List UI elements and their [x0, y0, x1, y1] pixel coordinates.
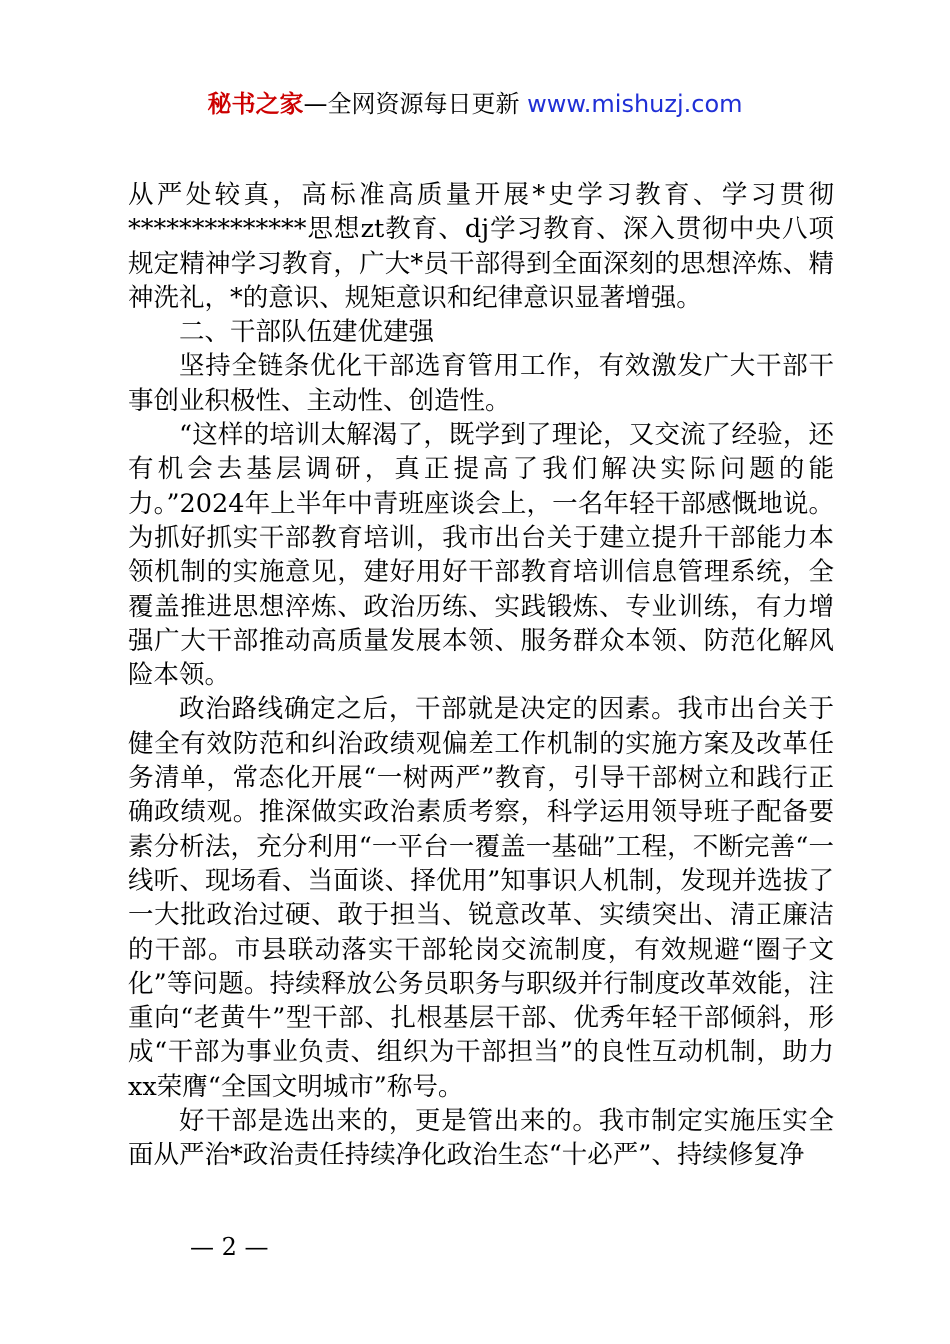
paragraph: 坚持全链条优化干部选育管用工作，有效激发广大干部干事创业积极性、主动性、创造性。 [128, 351, 834, 416]
document-body [128, 178, 834, 1173]
site-header [0, 88, 950, 120]
section-heading: 二、干部队伍建优建强 [179, 317, 435, 348]
paragraph-continued: 从严处较真，高标准高质量开展*史学习教育、学习贯彻**************思想zt教育、dj学习教育、深入贯彻中央八项规定精神学习教育，广大*员干部得到全面深刻的思想淬炼、精神洗礼，*的意识、规矩意识和纪律意识显著增强。 [128, 180, 834, 313]
page-number: — 2 — [190, 1233, 269, 1261]
paragraph: “这样的培训太解渴了，既学到了理论，又交流了经验，还有机会去基层调研，真正提高了我们解决实际问题的能力。”2024年上半年中青班座谈会上，一名年轻干部感慨地说。为抓好抓实干部教育培训，我市出台关于建立提升干部能力本领机制的实施意见，建好用好干部教育培训信息管理系统，全覆盖推进思想淬炼、政治历练、实践锻炼、专业训练，有力增强广大干部推动高质量发展本领、服务群众本领、防范化解风险本领。 [128, 420, 834, 691]
header-slogan: —全网资源每日更新 [303, 90, 520, 118]
brand-name: 秘书之家 [207, 90, 304, 118]
site-url[interactable]: www.mishuzj.com [527, 90, 743, 118]
paragraph: 政治路线确定之后，干部就是决定的因素。我市出台关于健全有效防范和纠治政绩观偏差工作机制的实施方案及改革任务清单，常态化开展“一树两严”教育，引导干部树立和践行正确政绩观。推深做实政治素质考察，科学运用领导班子配备要素分析法，充分利用“一平台一覆盖一基础”工程，不断完善“一线听、现场看、当面谈、择优用”知事识人机制，发现并选拔了一大批政治过硬、敢于担当、锐意改革、实绩突出、清正廉洁的干部。市县联动落实干部轮岗交流制度，有效规避“圈子文化”等问题。持续释放公务员职务与职级并行制度改革效能，注重向“老黄牛”型干部、扎根基层干部、优秀年轻干部倾斜，形成“干部为事业负责、组织为干部担当”的良性互动机制，助力xx荣膺“全国文明城市”称号。 [128, 694, 834, 1102]
paragraph: 好干部是选出来的，更是管出来的。我市制定实施压实全面从严治*政治责任持续净化政治生态“十必严”、持续修复净 [128, 1106, 834, 1171]
